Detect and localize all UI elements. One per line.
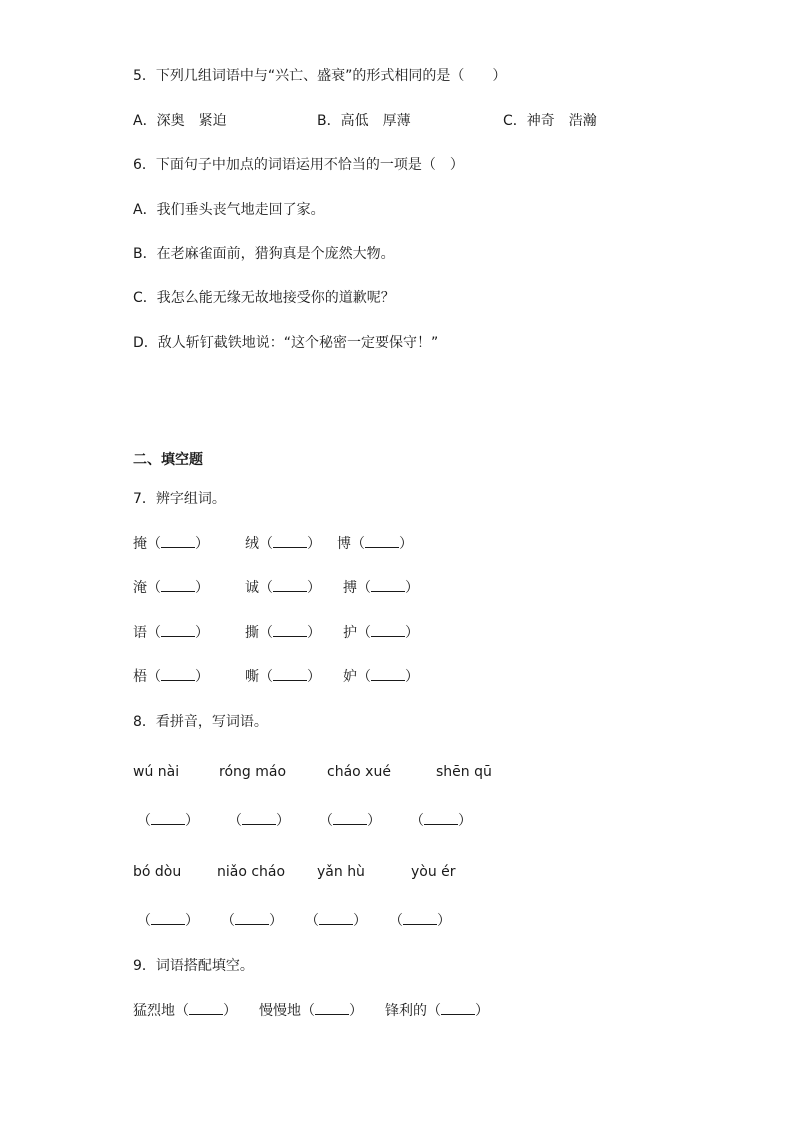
q6-option-b: B．在老麻雀面前，猎狗真是个庞然大物。 — [133, 246, 395, 262]
answer-blank[interactable] — [273, 667, 307, 681]
q7-item: 绒（ ） — [245, 536, 321, 552]
answer-blank[interactable] — [371, 578, 405, 592]
answer-blank[interactable] — [365, 534, 399, 548]
answer-blank[interactable] — [235, 911, 269, 925]
q7-item: 语（ ） — [133, 625, 209, 641]
answer-slot: （ ） — [410, 813, 472, 829]
q5-stem: 5．下列几组词语中与“兴亡、盛衰”的形式相同的是（ ） — [133, 68, 507, 84]
q7-item: 撕（ ） — [245, 625, 321, 641]
q5-option-c: C．神奇 浩瀚 — [503, 113, 597, 129]
q7-item: 妒（ ） — [343, 669, 419, 685]
q7-item: 掩（ ） — [133, 536, 209, 552]
answer-blank[interactable] — [273, 534, 307, 548]
answer-slot: （ ） — [137, 913, 199, 929]
answer-blank[interactable] — [161, 667, 195, 681]
answer-slot: （ ） — [319, 813, 381, 829]
answer-slot: （ ） — [389, 913, 451, 929]
q8-stem: 8．看拼音，写词语。 — [133, 714, 268, 730]
answer-blank[interactable] — [242, 811, 276, 825]
q7-char: 淹 — [133, 580, 147, 596]
pinyin: yòu ér — [411, 864, 456, 880]
q7-item: 护（ ） — [343, 625, 419, 641]
q6-option-d: D．敌人斩钉截铁地说：“这个秘密一定要保守！” — [133, 335, 439, 351]
pinyin: róng máo — [219, 764, 287, 780]
answer-blank[interactable] — [273, 623, 307, 637]
q6-option-c: C．我怎么能无缘无故地接受你的道歉呢？ — [133, 290, 395, 306]
q7-item: 博（ ） — [337, 536, 413, 552]
answer-blank[interactable] — [319, 911, 353, 925]
q9-item: 慢慢地（ ） — [259, 1003, 363, 1019]
q7-item: 淹（ ） — [133, 580, 209, 596]
pinyin: niǎo cháo — [217, 864, 286, 880]
q7-item: 搏（ ） — [343, 580, 419, 596]
section-title: 二、填空题 — [133, 452, 203, 468]
q5-option-a: A．深奥 紧迫 — [133, 113, 227, 129]
q7-char: 掩 — [133, 536, 147, 552]
q7-char: 绒 — [245, 536, 259, 552]
q7-char: 撕 — [245, 625, 259, 641]
pinyin: shēn qū — [436, 764, 492, 780]
q9-item: 锋利的（ ） — [385, 1003, 489, 1019]
answer-blank[interactable] — [151, 811, 185, 825]
q6-option-a: A．我们垂头丧气地走回了家。 — [133, 202, 325, 218]
q7-char: 语 — [133, 625, 147, 641]
pinyin: wú nài — [133, 764, 180, 780]
answer-blank[interactable] — [151, 911, 185, 925]
q7-item: 梧（ ） — [133, 669, 209, 685]
answer-slot: （ ） — [221, 913, 283, 929]
q6-stem: 6．下面句子中加点的词语运用不恰当的一项是（ ） — [133, 157, 464, 173]
q7-char: 诚 — [245, 580, 259, 596]
pinyin: cháo xué — [327, 764, 391, 780]
q9-stem: 9．词语搭配填空。 — [133, 958, 254, 974]
q7-char: 嘶 — [245, 669, 259, 685]
answer-blank[interactable] — [371, 623, 405, 637]
q9-word: 慢慢地 — [259, 1003, 301, 1019]
answer-blank[interactable] — [315, 1001, 349, 1015]
q7-char: 博 — [337, 536, 351, 552]
answer-blank[interactable] — [441, 1001, 475, 1015]
answer-blank[interactable] — [371, 667, 405, 681]
answer-blank[interactable] — [161, 623, 195, 637]
pinyin: bó dòu — [133, 864, 182, 880]
answer-blank[interactable] — [161, 578, 195, 592]
answer-blank[interactable] — [273, 578, 307, 592]
q5-option-b: B．高低 厚薄 — [317, 113, 411, 129]
q7-char: 护 — [343, 625, 357, 641]
answer-slot: （ ） — [228, 813, 290, 829]
q7-item: 嘶（ ） — [245, 669, 321, 685]
q9-word: 锋利的 — [385, 1003, 427, 1019]
answer-blank[interactable] — [333, 811, 367, 825]
q7-char: 搏 — [343, 580, 357, 596]
answer-blank[interactable] — [189, 1001, 223, 1015]
answer-blank[interactable] — [424, 811, 458, 825]
answer-blank[interactable] — [161, 534, 195, 548]
q9-item: 猛烈地（ ） — [133, 1003, 237, 1019]
answer-slot: （ ） — [305, 913, 367, 929]
q7-char: 妒 — [343, 669, 357, 685]
q7-char: 梧 — [133, 669, 147, 685]
answer-slot: （ ） — [137, 813, 199, 829]
pinyin: yǎn hù — [317, 864, 365, 880]
q7-stem: 7．辨字组词。 — [133, 491, 226, 507]
answer-blank[interactable] — [403, 911, 437, 925]
q9-word: 猛烈地 — [133, 1003, 175, 1019]
q7-item: 诚（ ） — [245, 580, 321, 596]
